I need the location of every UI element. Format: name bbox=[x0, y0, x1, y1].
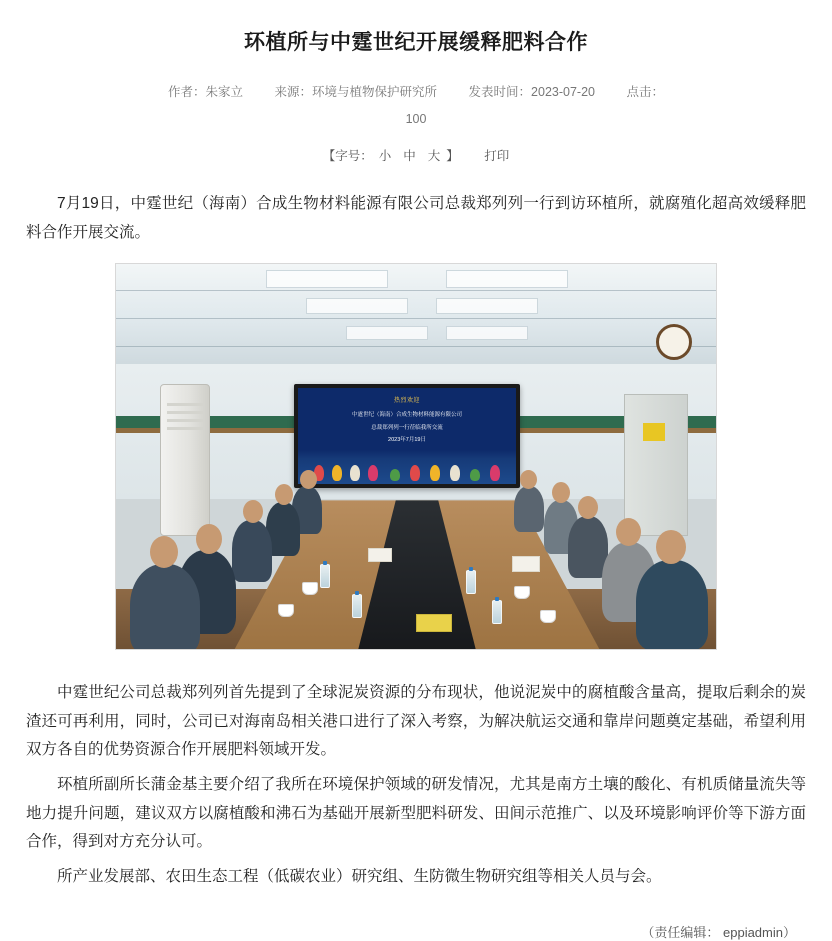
meta-hits bbox=[626, 80, 664, 105]
warning-sign-icon bbox=[643, 423, 665, 441]
paragraph-1: 7月19日，中霆世纪（海南）合成生物材料能源有限公司总裁郑列列一行到访环植所，就腐殖化超高效缓释肥料合作开展交流。 bbox=[26, 195, 806, 241]
attendee-right-5-head bbox=[656, 530, 686, 564]
water-bottle bbox=[320, 564, 330, 588]
font-size-large-link[interactable]: 大 bbox=[427, 149, 441, 163]
screen-flower-decor bbox=[298, 450, 516, 484]
article-figure bbox=[26, 263, 806, 661]
attendee-right-2-head bbox=[552, 482, 570, 503]
article-page bbox=[0, 26, 832, 941]
meta-hits-label: 点击： bbox=[626, 85, 664, 99]
document-paper bbox=[416, 614, 452, 632]
meta-publish-value: 2023-07-20 bbox=[531, 85, 595, 99]
font-size-close-bracket: 】 bbox=[446, 149, 459, 163]
document-paper bbox=[512, 556, 540, 572]
paragraph-4: 所产业发展部、农田生态工程（低碳农业）研究组、生防微生物研究组等相关人员与会。 bbox=[57, 868, 662, 886]
document-paper bbox=[368, 548, 392, 562]
meta-source-value: 环境与植物保护研究所 bbox=[312, 85, 438, 99]
tea-cup bbox=[302, 582, 318, 595]
meta-author bbox=[168, 80, 243, 105]
attendee-left-3-head bbox=[243, 500, 263, 523]
meta-publish-date bbox=[469, 80, 595, 105]
article-body bbox=[12, 190, 820, 892]
screen-welcome-title: 热烈欢迎 bbox=[393, 398, 420, 405]
screen-subtitle-line1: 中霆世纪（海南）合成生物材料能源有限公司 bbox=[351, 412, 462, 419]
screen-date: 2023年7月19日 bbox=[388, 436, 426, 443]
meta-author-label: 作者： bbox=[168, 85, 206, 99]
attendee-left-5-head bbox=[150, 536, 178, 568]
attendee-right-1 bbox=[514, 486, 544, 532]
meta-source-label: 来源： bbox=[274, 85, 313, 99]
font-size-small-link[interactable]: 小 bbox=[378, 149, 392, 163]
meta-publish-label: 发表时间： bbox=[468, 85, 532, 99]
attendee-left-5 bbox=[130, 564, 200, 650]
side-cabinet bbox=[624, 394, 688, 536]
meta-author-value: 朱家立 bbox=[205, 85, 244, 99]
meeting-photo bbox=[115, 263, 717, 650]
attendee-right-3-head bbox=[578, 496, 598, 519]
meta-source bbox=[275, 80, 438, 105]
presentation-screen bbox=[294, 384, 520, 488]
article-tools bbox=[12, 146, 820, 164]
meta-hits-value: 100 bbox=[405, 112, 427, 126]
tea-cup bbox=[278, 604, 294, 617]
screen-subtitle-line2: 总裁郑列列一行莅临我所交流 bbox=[371, 424, 443, 431]
tea-cup bbox=[540, 610, 556, 623]
paragraph-3: 环植所副所长蒲金基主要介绍了我所在环境保护领域的研发情况，尤其是南方土壤的酸化、有机质储量流失等地力提升问题，建议双方以腐植酸和沸石为基础开展新型肥料研发、田间示范推广、以及环境影响评价等下游方面合作，得到对方充分认可。 bbox=[26, 776, 806, 851]
air-conditioner bbox=[160, 384, 210, 536]
page-title: 环植所与中霆世纪开展缓释肥料合作 bbox=[244, 31, 588, 54]
attendee-left-4-head bbox=[196, 524, 222, 554]
editor-note: （责任编辑： eppiadmin） bbox=[641, 924, 796, 940]
paragraph-2: 中霆世纪公司总裁郑列列首先提到了全球泥炭资源的分布现状，他说泥炭中的腐植酸含量高，提取后剩余的炭渣还可再利用，同时，公司已对海南岛相关港口进行了深入考察，为解决航运交通和靠岸问题奠定基础，希望利用双方各自的优势资源合作开展肥料领域开发。 bbox=[26, 684, 806, 759]
font-size-selector bbox=[323, 146, 459, 164]
font-size-medium-link[interactable]: 中 bbox=[403, 149, 416, 163]
water-bottle bbox=[492, 600, 502, 624]
font-size-label: 【字号： bbox=[322, 149, 373, 163]
attendee-left-2-head bbox=[275, 484, 293, 505]
print-link[interactable]: 打印 bbox=[484, 149, 510, 163]
photo-ceiling bbox=[116, 264, 716, 369]
article-meta bbox=[12, 80, 820, 132]
attendee-left-3 bbox=[232, 520, 272, 582]
water-bottle bbox=[352, 594, 362, 618]
water-bottle bbox=[466, 570, 476, 594]
attendee-right-5 bbox=[636, 560, 708, 650]
tea-cup bbox=[514, 586, 530, 599]
